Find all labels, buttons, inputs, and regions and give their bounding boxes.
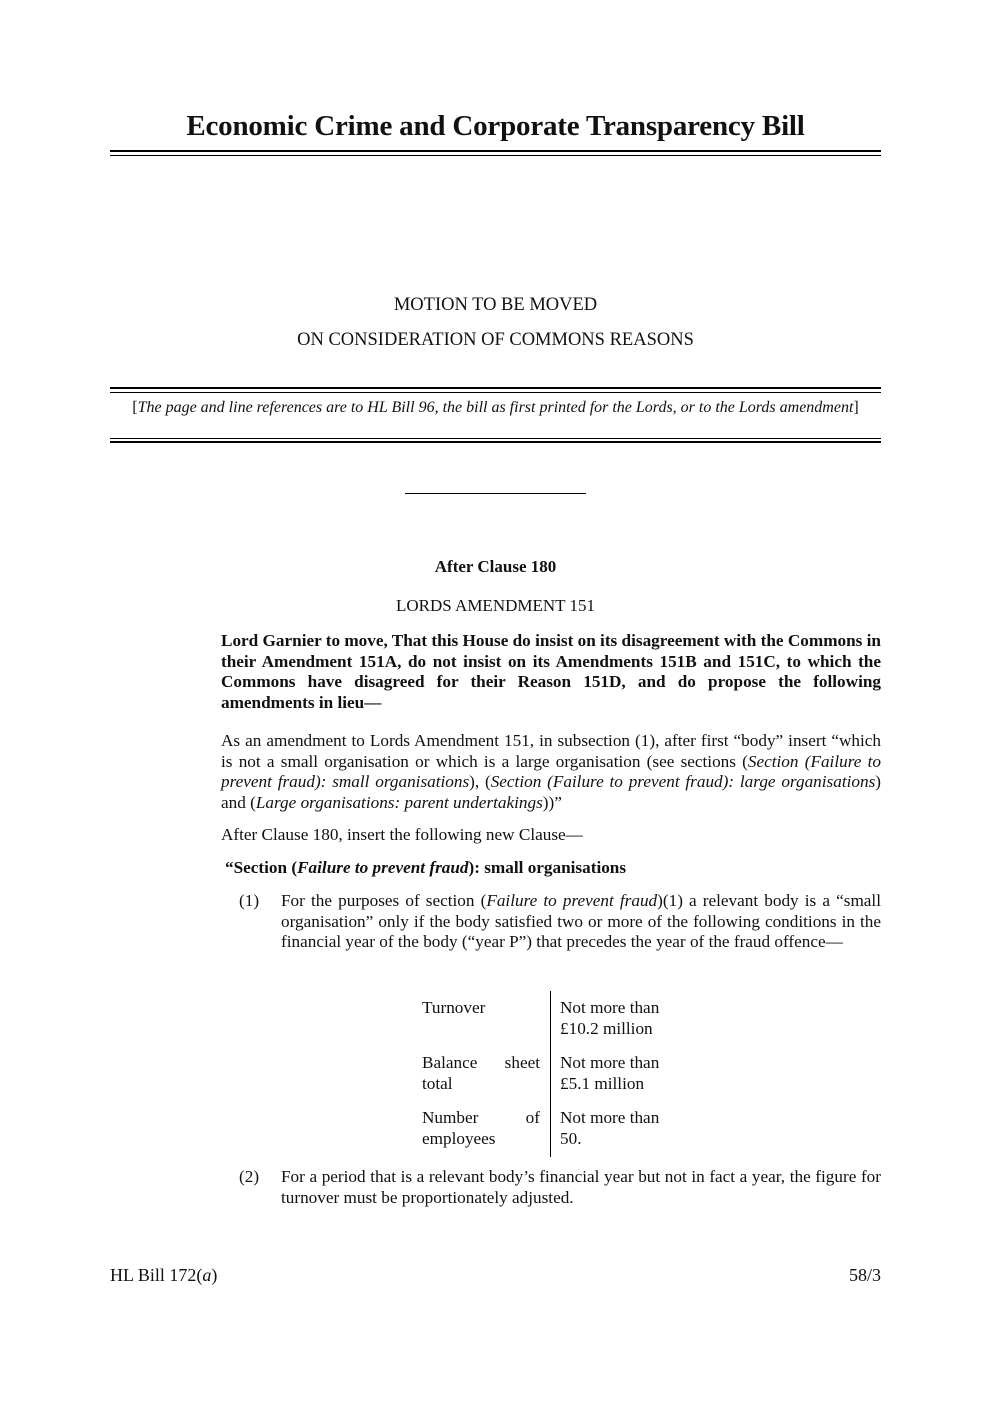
page-code: 58/3 — [848, 1265, 881, 1285]
amendment-italic-3: Large organisations: parent undertakings — [255, 792, 543, 812]
note-rule-bottom-thin — [110, 438, 881, 439]
value-line-2: 50. — [560, 1128, 582, 1148]
section-heading-prefix: “Section ( — [225, 858, 298, 877]
note-text: The page and line references are to HL Bill 96, the bill as first printed for the Lords, or to the Lords amendment — [137, 399, 854, 416]
note-close-bracket: ] — [853, 399, 859, 416]
section-heading-suffix: ): small organisations — [468, 858, 627, 877]
table-row-balance-value — [560, 1053, 720, 1094]
amendment-text-1: As an amendment to Lords Amendment 151, in subsection (1), after first “body” insert “which is not a small organisation or which is a large organisation (see sections ( — [221, 731, 881, 771]
document-title: Economic Crime and Corporate Transparency Bill — [186, 110, 805, 142]
title-rule-thin — [110, 155, 881, 156]
label-line-2: total — [422, 1073, 453, 1093]
amendment-italic-1: Section (Failure to prevent fraud): small organisations — [221, 751, 881, 791]
note-rule-top-thick — [110, 387, 881, 389]
amendment-text-4: ))” — [542, 792, 562, 812]
label-line-2: employees — [422, 1128, 496, 1148]
motion-heading-line1: MOTION TO BE MOVED — [393, 295, 598, 315]
table-row-turnover-label — [422, 998, 540, 1019]
label-line: Turnover — [422, 998, 486, 1017]
note-rule-top-thin — [110, 392, 881, 393]
title-rule-thick — [110, 150, 881, 152]
subsection-1-text — [281, 891, 881, 953]
reference-note — [125, 398, 866, 418]
section-heading-italic: Failure to prevent fraud — [297, 858, 469, 877]
motion-heading-line2: ON CONSIDERATION OF COMMONS REASONS — [297, 330, 694, 350]
subsection-1-number: (1) — [239, 891, 260, 910]
clause-heading: After Clause 180 — [434, 557, 557, 576]
section-heading — [225, 858, 626, 878]
value-line-1: Not more than — [560, 998, 660, 1017]
table-divider — [550, 991, 551, 1157]
bill-ref-suffix: ) — [211, 1265, 218, 1285]
motion-text: Lord Garnier to move, That this House do insist on its disagreement with the Commons in their Amendment 151A, do not insist on its Amendments 151B and 151C, to which the Commons have disagreed for their Reason 151D, and do propose the following amendments in lieu— — [221, 631, 881, 712]
subsection-2-text: For a period that is a relevant body’s financial year but not in fact a year, the figure for turnover must be proportionately adjusted. — [281, 1167, 881, 1207]
value-line-2: £5.1 million — [560, 1073, 645, 1093]
amendment-text-3: ) and ( — [221, 772, 881, 812]
subsection-1-text-b: )(1) a relevant body is a “small organisation” only if the body satisfied two or more of the following conditions in the financial year of the body (“year P”) that precedes the year of the fraud offence— — [281, 891, 881, 951]
amendment-heading: LORDS AMENDMENT 151 — [396, 596, 595, 615]
label-line-1: Balance sheet — [422, 1053, 540, 1072]
table-row-balance-label — [422, 1053, 540, 1094]
table-row-employees-value — [560, 1108, 720, 1149]
note-open-bracket: [ — [132, 399, 138, 416]
value-line-1: Not more than — [560, 1053, 660, 1072]
bill-reference — [110, 1265, 217, 1286]
table-row-turnover-value — [560, 998, 720, 1039]
insert-clause-text: After Clause 180, insert the following new Clause— — [221, 825, 583, 844]
value-line-2: £10.2 million — [560, 1018, 653, 1038]
amendment-text-2: ), ( — [469, 772, 491, 791]
value-line-1: Not more than — [560, 1108, 660, 1127]
table-row-employees-label — [422, 1108, 540, 1149]
bill-ref-prefix: HL Bill 172( — [110, 1265, 203, 1285]
subsection-1-text-a: For the purposes of section ( — [281, 891, 487, 910]
bill-ref-italic: a — [202, 1265, 212, 1285]
amendment-paragraph — [221, 731, 881, 813]
label-line-1: Number of — [422, 1108, 540, 1127]
note-rule-bottom-thick — [110, 441, 881, 443]
subsection-1-italic: Failure to prevent fraud — [486, 891, 658, 910]
subsection-2-number: (2) — [239, 1167, 260, 1186]
amendment-italic-2: Section (Failure to prevent fraud): large organisations — [490, 772, 876, 791]
section-separator — [405, 493, 586, 494]
